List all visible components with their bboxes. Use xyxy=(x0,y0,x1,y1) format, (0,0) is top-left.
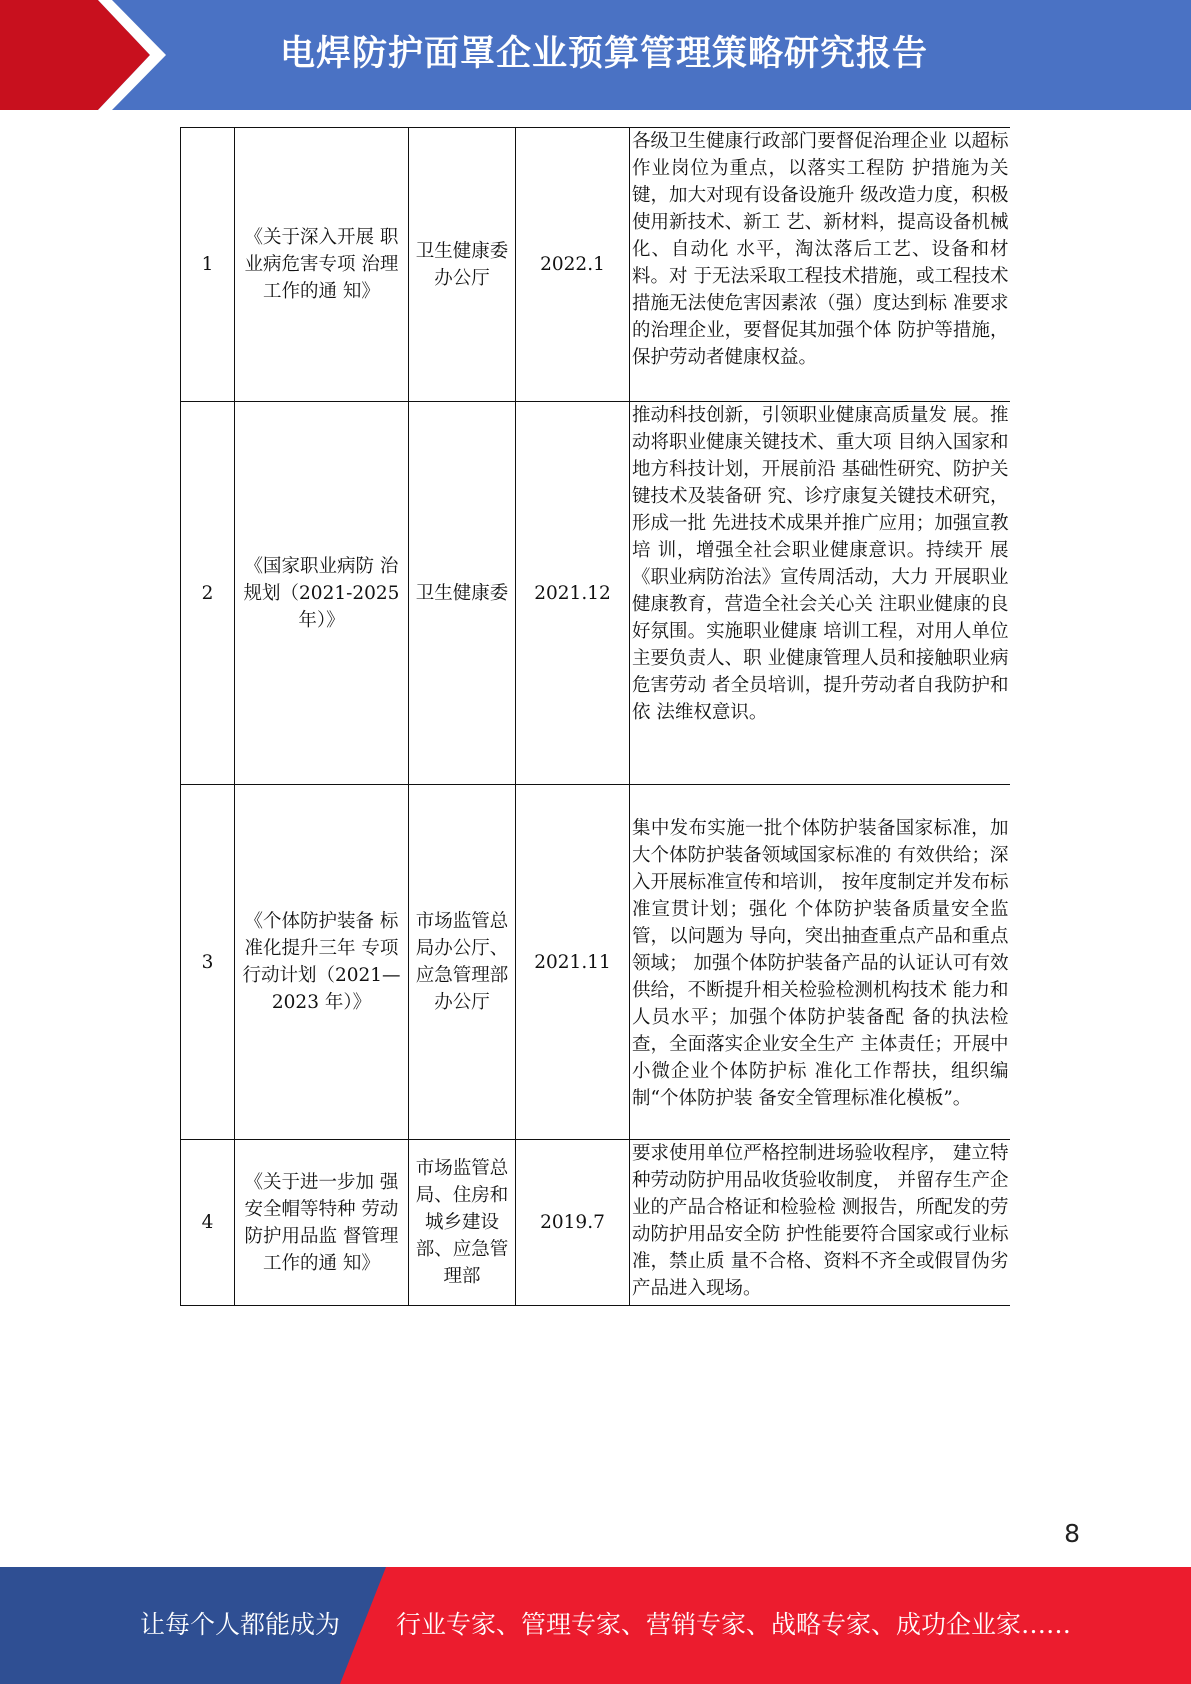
table-row xyxy=(181,402,1010,785)
header-red-arrow xyxy=(0,0,155,110)
table-row xyxy=(181,785,1010,1140)
footer-slogan-right: 行业专家、管理专家、营销专家、战略专家、成功企业家…… xyxy=(396,1610,1072,1639)
policy-table xyxy=(180,127,1010,1306)
page-number: 8 xyxy=(1064,1519,1080,1548)
page-footer xyxy=(0,1567,1191,1684)
policy-content: 要求使用单位严格控制进场验收程序， 建立特种劳动防护用品收货验收制度， 并留存生产企业的产品合格证和检验检 测报告，所配发的劳动防护用品安全防 护性能要符合国家或行业标准，禁止质 量不合格、资料不齐全或假冒伪劣产品进入现场。 xyxy=(630,1140,1010,1306)
report-title: 电焊防护面罩企业预算管理策略研究报告 xyxy=(280,34,929,74)
policy-content: 集中发布实施一批个体防护装备国家标准，加大个体防护装备领域国家标准的 有效供给；深入开展标准宣传和培训， 按年度制定并发布标准宣贯计划；强化 个体防护装备质量安全监管，以问题为 导向，突出抽查重点产品和重点领域； 加强个体防护装备产品的认证认可有效 供给，不断提升相关检验检测机构技术 能力和人员水平；加强个体防护装备配 备的执法检查，全面落实企业安全生产 主体责任；开展中小微企业个体防护标 准化工作帮扶，组织编制“个体防护装 备安全管理标准化模板”。 xyxy=(630,785,1010,1140)
issue-date: 2022.1 xyxy=(516,128,630,402)
issuing-department: 市场监管总局办公厅、应急管理部办公厅 xyxy=(409,785,516,1140)
issue-date: 2021.11 xyxy=(516,785,630,1140)
row-index: 2 xyxy=(181,402,235,785)
row-index: 3 xyxy=(181,785,235,1140)
row-index: 4 xyxy=(181,1140,235,1306)
policy-name: 《关于深入开展 职业病危害专项 治理工作的通 知》 xyxy=(235,128,409,402)
policy-content: 各级卫生健康行政部门要督促治理企业 以超标作业岗位为重点，以落实工程防 护措施为关键，加大对现有设备设施升 级改造力度，积极使用新技术、新工 艺、新材料，提高设备机械化、自动化 水平，淘汰落后工艺、设备和材料。对 于无法采取工程技术措施，或工程技术 措施无法使危害因素浓（强）度达到标 准要求的治理企业，要督促其加强个体 防护等措施，保护劳动者健康权益。 xyxy=(630,128,1010,402)
policy-content: 推动科技创新，引领职业健康高质量发 展。推动将职业健康关键技术、重大项 目纳入国家和地方科技计划，开展前沿 基础性研究、防护关键技术及装备研 究、诊疗康复关键技术研究，形成一批 先进技术成果并推广应用；加强宣教培 训，增强全社会职业健康意识。持续开 展《职业病防治法》宣传周活动，大力 开展职业健康教育，营造全社会关心关 注职业健康的良好氛围。实施职业健康 培训工程，对用人单位主要负责人、职 业健康管理人员和接触职业病危害劳动 者全员培训，提升劳动者自我防护和依 法维权意识。 xyxy=(630,402,1010,785)
table-row xyxy=(181,128,1010,402)
issuing-department: 卫生健康委 xyxy=(409,402,516,785)
issuing-department: 市场监管总局、住房和城乡建设部、应急管理部 xyxy=(409,1140,516,1306)
issuing-department: 卫生健康委办公厅 xyxy=(409,128,516,402)
policy-name: 《关于进一步加 强安全帽等特种 劳动防护用品监 督管理工作的通 知》 xyxy=(235,1140,409,1306)
issue-date: 2019.7 xyxy=(516,1140,630,1306)
page-header xyxy=(0,0,1191,110)
policy-name: 《个体防护装备 标准化提升三年 专项行动计划（2021—2023 年）》 xyxy=(235,785,409,1140)
issue-date: 2021.12 xyxy=(516,402,630,785)
table-row xyxy=(181,1140,1010,1306)
row-index: 1 xyxy=(181,128,235,402)
footer-slogan-left: 让每个人都能成为 xyxy=(140,1610,341,1639)
policy-name: 《国家职业病防 治规划（2021-2025 年）》 xyxy=(235,402,409,785)
